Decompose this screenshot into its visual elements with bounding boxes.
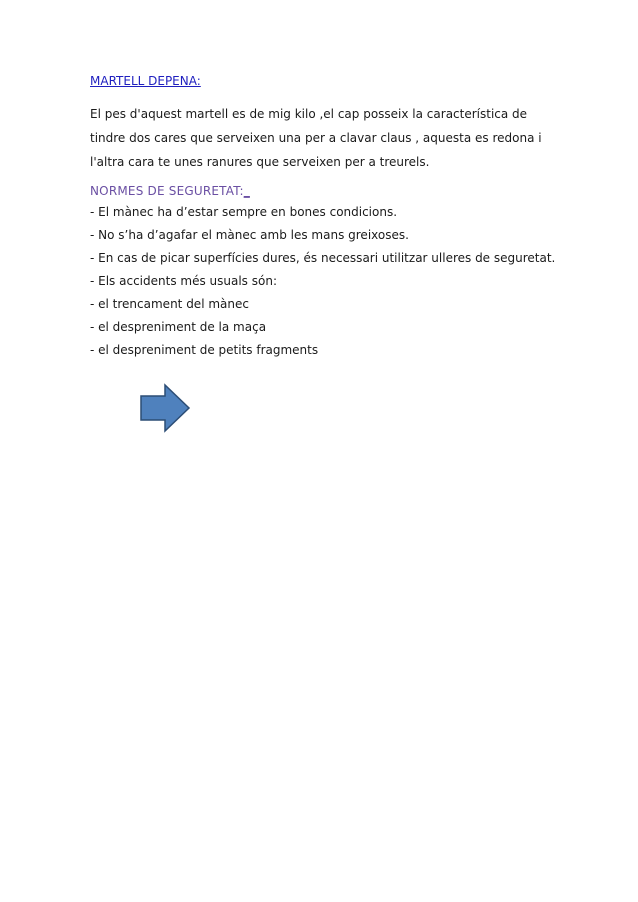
list-item: - el despreniment de petits fragments bbox=[90, 343, 319, 357]
list-item: - Els accidents més usuals són: bbox=[90, 274, 277, 288]
intro-paragraph: El pes d'aquest martell es de mig kilo ,el cap posseix la característica de tindre dos cares que serveixen una per a clavar claus , aquesta es redona i l'altra cara te unes ranures que serveixen per a treurels. bbox=[90, 107, 542, 169]
safety-heading-trail: _ bbox=[243, 184, 250, 198]
list-item: - El mànec ha d’estar sempre en bones condicions. bbox=[90, 205, 398, 219]
arrow-shape bbox=[141, 385, 189, 431]
list-item: - En cas de picar superfícies dures, és necessari utilitzar ulleres de seguretat. bbox=[90, 251, 556, 265]
list-item: - el trencament del mànec bbox=[90, 297, 249, 311]
safety-heading-text: NORMES DE SEGURETAT: bbox=[90, 184, 244, 198]
safety-heading bbox=[90, 182, 560, 200]
safety-list bbox=[90, 202, 560, 361]
document-body bbox=[90, 72, 560, 363]
arrow-right-icon bbox=[138, 383, 192, 433]
list-item: - el despreniment de la maça bbox=[90, 320, 267, 334]
list-item: - No s’ha d’agafar el mànec amb les mans greixoses. bbox=[90, 228, 409, 242]
page-title: MARTELL DEPENA: bbox=[90, 74, 201, 88]
